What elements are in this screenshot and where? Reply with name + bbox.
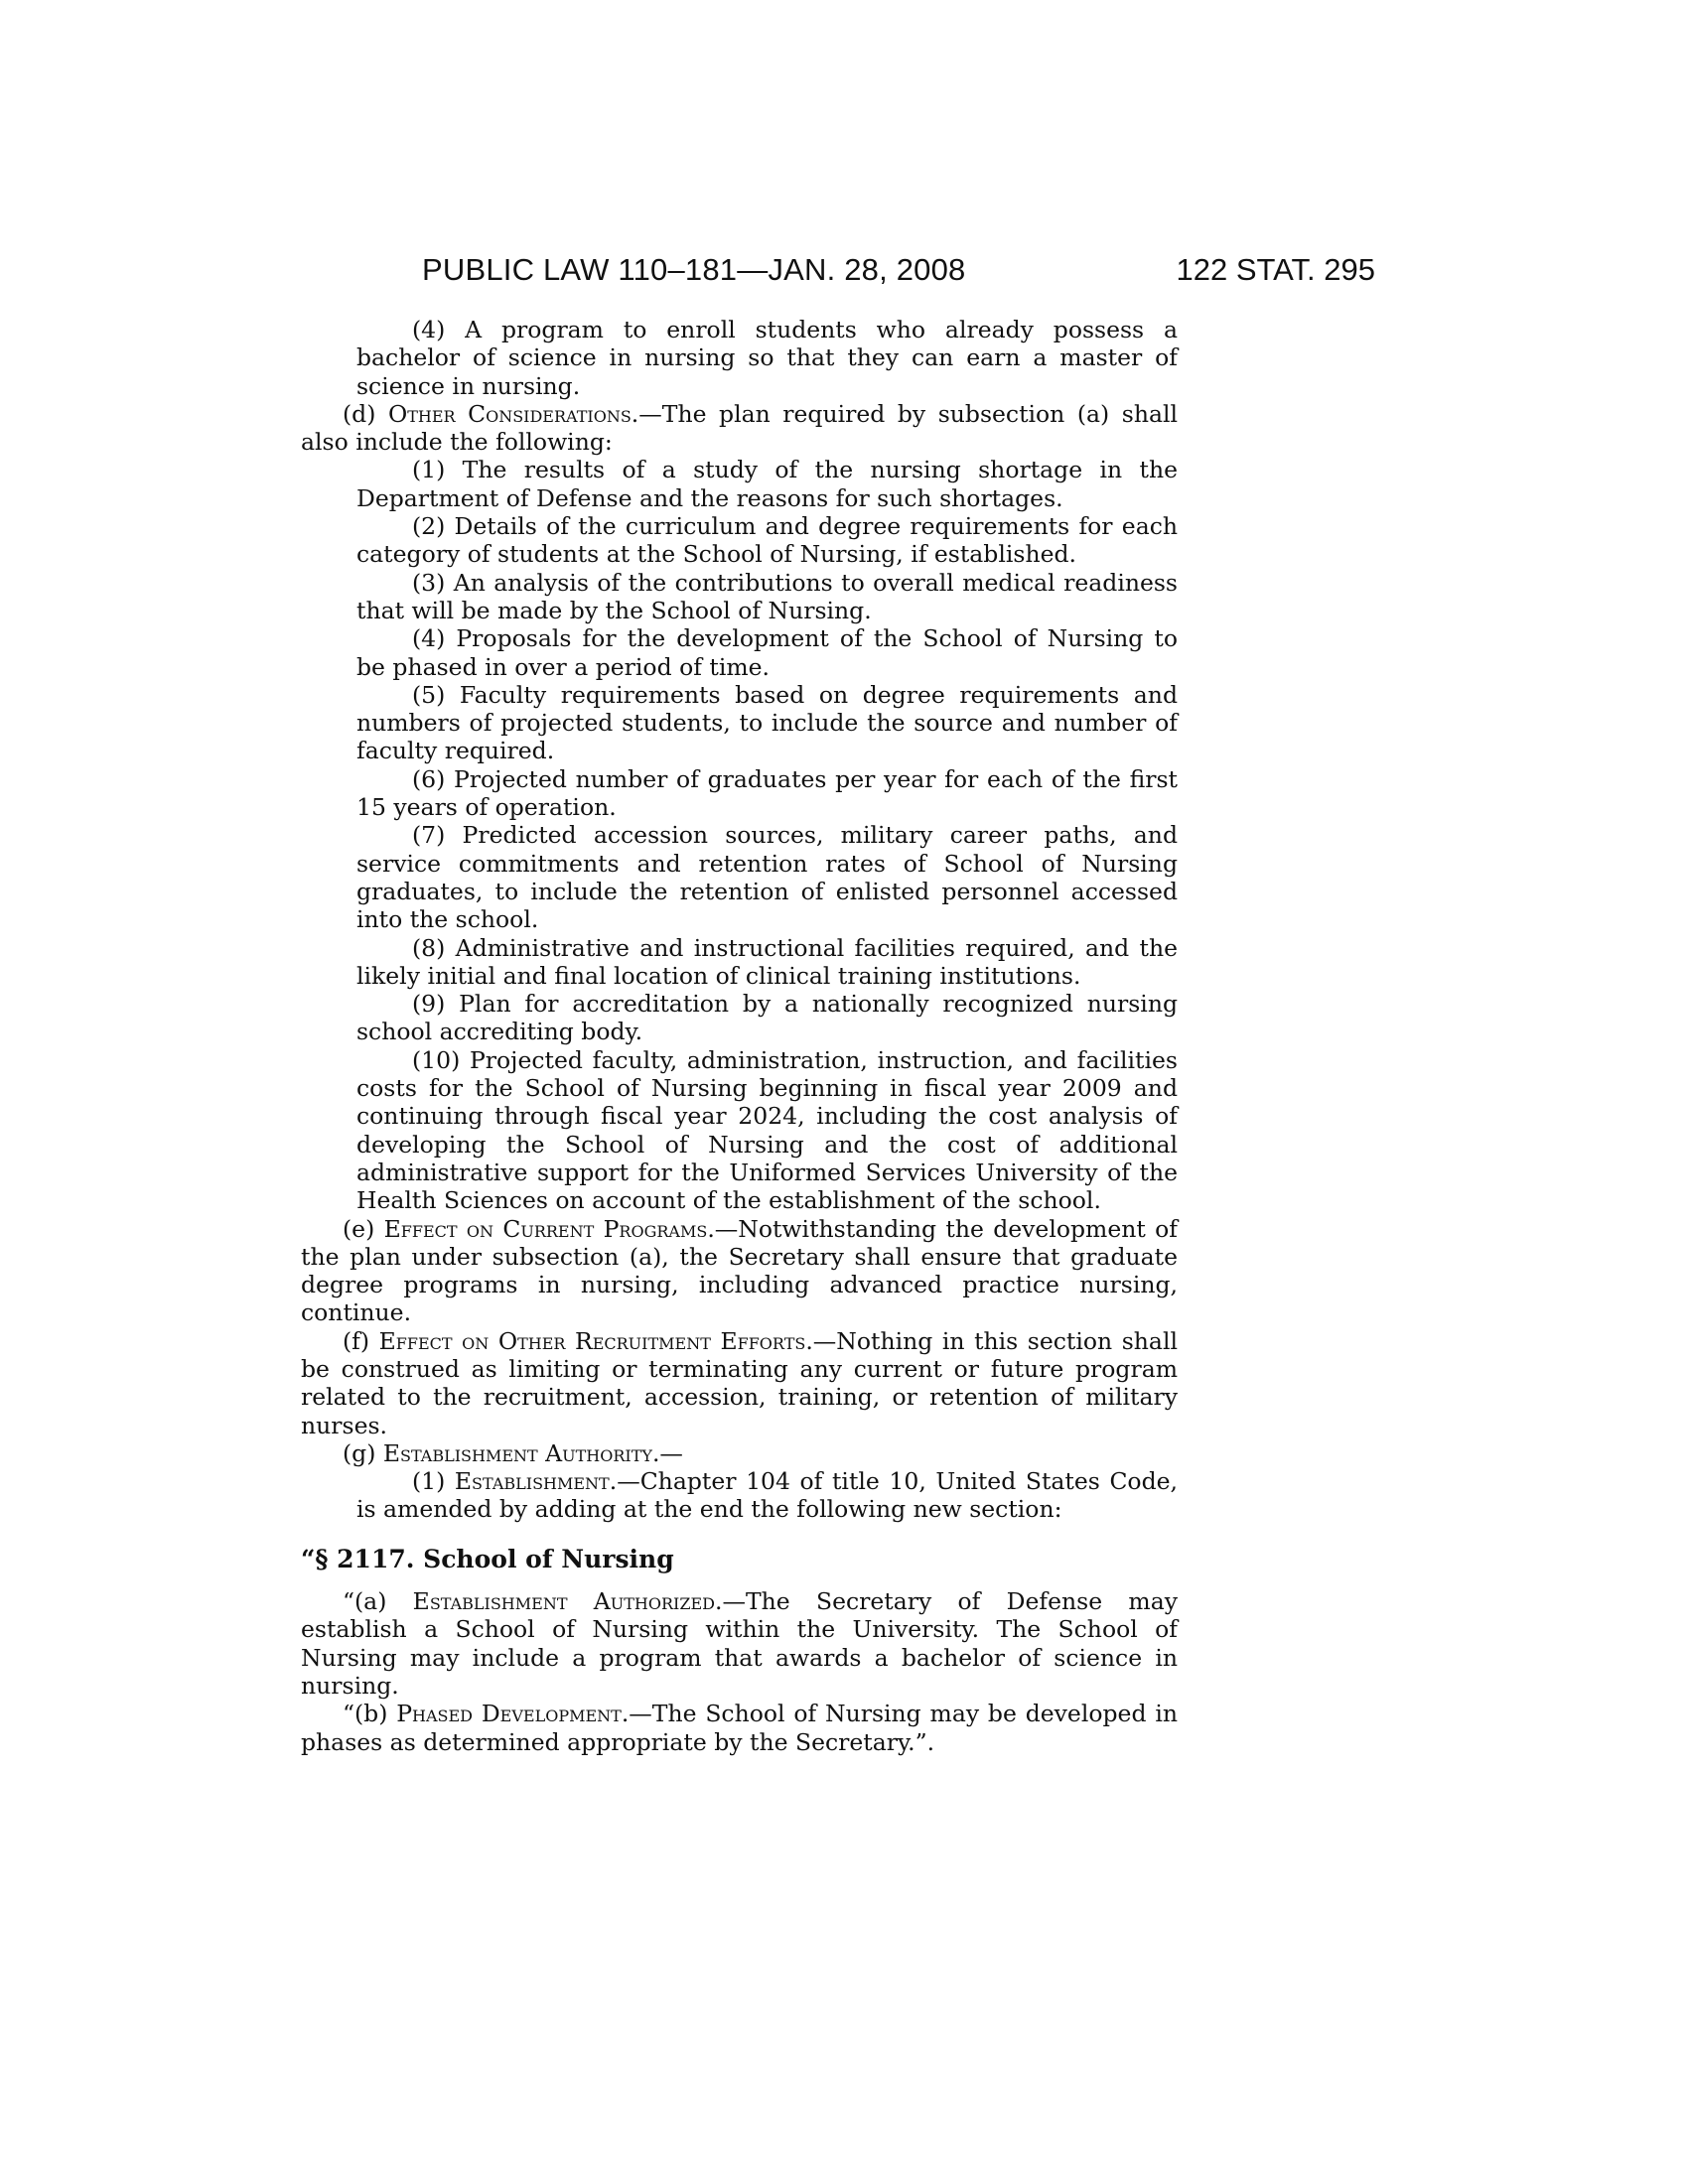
subsection-g-heading: Establishment Authority (382, 1438, 652, 1467)
paragraph-g1-label: (1) (412, 1467, 455, 1496)
paragraph-c4: (4) A program to enroll students who already possess a bachelor of science in nursing so that they can earn a master of science in nursing. (356, 316, 1178, 400)
section-b-heading: Phased Development (396, 1700, 622, 1728)
page-stat-number: 122 STAT. 295 (1176, 252, 1375, 287)
subsection-g (301, 1439, 1178, 1467)
section-a-heading: Establishment Authorized (412, 1587, 715, 1616)
paragraph-g1 (301, 1467, 1178, 1524)
subsection-f-label: (f) (343, 1326, 379, 1355)
law-citation: PUBLIC LAW 110–181—JAN. 28, 2008 (422, 252, 966, 287)
section-a-label: “(a) (343, 1587, 413, 1616)
paragraph-d10: (10) Projected faculty, administration, instruction, and facilities costs for the School of Nursing beginning in fiscal year 2009 and continuing through fiscal year 2024, including the cost analysis of developing the School of Nursing and the cost of additional administrative support for the Uniformed Services University of the Health Sciences on account of the establishment of the school. (356, 1045, 1178, 1215)
paragraph-d6: (6) Projected number of graduates per year for each of the first 15 years of operation. (356, 764, 1178, 822)
document-body (301, 316, 1178, 1756)
subsection-f-text: .—Nothing in this section shall be construed as limiting or terminating any current or future program related to the recruitment, accession, training, or retention of military nurses. (301, 1326, 1178, 1439)
paragraph-d9: (9) Plan for accreditation by a nationally recognized nursing school accrediting body. (356, 990, 1178, 1046)
paragraph-d4: (4) Proposals for the development of the School of Nursing to be phased in over a period of time. (356, 624, 1178, 681)
section-b-label: “(b) (343, 1700, 397, 1728)
subsection-g-text: .— (651, 1438, 683, 1467)
subsection-e-label: (e) (343, 1214, 384, 1243)
subsection-e-heading: Effect on Current Programs (383, 1214, 708, 1243)
subsection-g-label: (g) (343, 1438, 383, 1467)
paragraph-g1-heading: Establishment (454, 1467, 610, 1496)
paragraph-d5: (5) Faculty requirements based on degree requirements and numbers of projected students, to include the source and number of faculty required. (356, 680, 1178, 765)
subsection-f (301, 1327, 1178, 1439)
subsection-f-heading: Effect on Other Recruitment Efforts (378, 1326, 806, 1355)
subsection-d-text: .—The plan required by subsection (a) shall also include the following: (301, 399, 1178, 457)
section-b-text: .—The School of Nursing may be developed in phases as determined appropriate by the Secretary.”. (301, 1700, 1178, 1756)
subsection-e-text: .—Notwithstanding the development of the plan under subsection (a), the Secretary shall ensure that graduate degree programs in nursing, including advanced practice nursing, continue. (301, 1214, 1179, 1327)
subsection-d-label: (d) (343, 399, 388, 428)
paragraph-d3: (3) An analysis of the contributions to overall medical readiness that will be made by the School of Nursing. (356, 568, 1178, 624)
paragraph-d7: (7) Predicted accession sources, military career paths, and service commitments and retention rates of School of Nursing graduates, to include the retention of enlisted personnel accessed into the school. (356, 821, 1178, 934)
section-subsection-a (301, 1587, 1178, 1700)
section-subsection-b (301, 1700, 1178, 1756)
paragraph-d8: (8) Administrative and instructional facilities required, and the likely initial and final location of clinical training institutions. (356, 933, 1178, 990)
paragraph-d1: (1) The results of a study of the nursing shortage in the Department of Defense and the reasons for such shortages. (356, 456, 1178, 512)
subsection-e (301, 1215, 1178, 1327)
section-heading: “§ 2117. School of Nursing (301, 1544, 674, 1573)
section-a-text: .—The Secretary of Defense may establish a School of Nursing within the University. The School of Nursing may include a program that awards a bachelor of science in nursing. (301, 1587, 1178, 1700)
running-head (422, 249, 1375, 291)
subsection-d (301, 400, 1178, 457)
paragraph-g1-text: .—Chapter 104 of title 10, United States Code, is amended by adding at the end the following new section: (356, 1467, 1178, 1524)
paragraph-d2: (2) Details of the curriculum and degree requirements for each category of students at the School of Nursing, if established. (356, 512, 1178, 569)
subsection-d-heading: Other Considerations (387, 399, 632, 428)
